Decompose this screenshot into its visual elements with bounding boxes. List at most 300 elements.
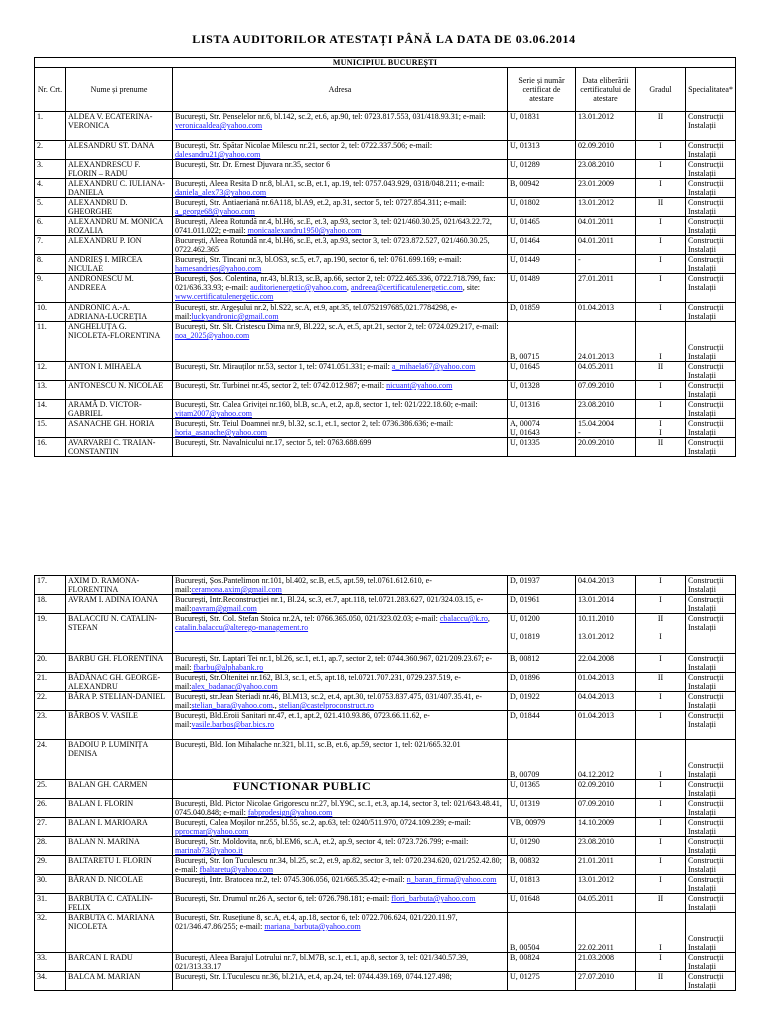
table-row — [35, 692, 736, 711]
row-number: 22. — [35, 692, 66, 711]
auditor-address: București, Str. Slt. Cristescu Dima nr.9, Bl.222, sc.A, et.5, apt.21, sector 2, tel: 0724.029.217, e-mail: noa_2025@yahoo.com — [173, 322, 508, 362]
date-value: 24.01.2013 — [578, 352, 614, 361]
email-link[interactable]: veronicaaldea@yahoo.com — [175, 121, 263, 130]
row-number: 19. — [35, 614, 66, 654]
row-number: 31. — [35, 894, 66, 913]
auditor-name: BALAN I. MARIOARA — [66, 818, 173, 837]
series-value: U, 01328 — [510, 381, 540, 390]
grade — [636, 362, 686, 381]
email-link[interactable]: catalin.balaccu@alterego-management.ro — [175, 623, 309, 632]
date-value: 22.04.2008 — [578, 654, 614, 663]
table-row — [35, 274, 736, 303]
series-value: U, 01335 — [510, 438, 540, 447]
certificate-series — [508, 856, 576, 875]
specialty: Construcții Instalații — [686, 141, 736, 160]
table-row — [35, 576, 736, 595]
row-number: 30. — [35, 875, 66, 894]
specialty: Construcții Instalații — [686, 255, 736, 274]
specialty: Construcții Instalații — [686, 740, 736, 780]
row-number: 9. — [35, 274, 66, 303]
col-header-gradul: Gradul — [636, 68, 686, 112]
series-value: U, 01200 — [510, 614, 540, 623]
certificate-series — [508, 818, 576, 837]
grade-value: I — [659, 179, 662, 188]
specialty: Construcții Instalații — [686, 400, 736, 419]
auditor-name: BĂRBOS V. VASILE — [66, 711, 173, 740]
auditor-name: BĂDĂNAC GH. GEORGE-ALEXANDRU — [66, 673, 173, 692]
certificate-series — [508, 419, 576, 438]
grade — [636, 856, 686, 875]
auditor-name: ANDRIEȘ I. MIRCEA NICULAE — [66, 255, 173, 274]
grade-value: II — [657, 972, 664, 981]
grade-value: I — [659, 943, 662, 952]
table-row — [35, 141, 736, 160]
date-value: 15.04.2004 — [578, 419, 614, 428]
grade-value: I — [659, 856, 662, 865]
specialty: Construcții Instalații — [686, 381, 736, 400]
specialty: Construcții Instalații — [686, 654, 736, 673]
grade-value: I — [659, 419, 662, 428]
email-link[interactable]: daniela_alex73@yahoo.com — [175, 188, 267, 197]
row-number: 17. — [35, 576, 66, 595]
specialty: Construcții Instalații — [686, 303, 736, 322]
auditor-name: ARAMĂ D. VICTOR-GABRIEL — [66, 400, 173, 419]
certificate-series — [508, 654, 576, 673]
grade-value: I — [659, 837, 662, 846]
auditor-address: București, Intr.Reconstrucției nr.1, Bl.24, sc.3, et.7, apt.118, tel.0721.283.627, 021/324.03.15, e-mail:oavram@gmail.com — [173, 595, 508, 614]
issue-date — [576, 362, 636, 381]
issue-date — [576, 179, 636, 198]
email-link[interactable]: fbarbu@alphabank.ro — [193, 663, 264, 672]
auditors-table-page-2 — [34, 575, 736, 991]
date-value: 02.09.2010 — [578, 141, 614, 150]
grade — [636, 322, 686, 362]
certificate-series — [508, 198, 576, 217]
date-value: 04.01.2011 — [578, 236, 614, 245]
table-row — [35, 856, 736, 875]
certificate-series — [508, 799, 576, 818]
date-value: 13.01.2012 — [578, 112, 614, 121]
issue-date — [576, 818, 636, 837]
email-link[interactable]: horia_asanache@yahoo.com — [175, 428, 267, 437]
grade-value: I — [659, 141, 662, 150]
issue-date — [576, 438, 636, 457]
series-value: U, 01275 — [510, 972, 540, 981]
issue-date — [576, 614, 636, 654]
series-value: U, 01643 — [510, 428, 540, 437]
auditor-address: București, Str. Laptari Tei nr.1, bl.26, sc.1, et.1, ap.7, sector 2, tel: 0744.360.967, 021/209.23.67; e-mail: fbarbu@alphabank.ro — [173, 654, 508, 673]
issue-date — [576, 112, 636, 141]
date-value: 20.09.2010 — [578, 438, 614, 447]
auditor-name: ANDRONESCU M. ANDREEA — [66, 274, 173, 303]
auditor-address: București, Str.Oltenitei nr.162, Bl.3, sc.1, et.5, apt.18, tel.0721.707.231, 0729.237.519, e-mail:alex_badanac@yahoo.com — [173, 673, 508, 692]
grade-value: II — [657, 438, 664, 447]
auditor-name: BARBUTA C. CATALIN-FELIX — [66, 894, 173, 913]
issue-date — [576, 274, 636, 303]
certificate-series — [508, 362, 576, 381]
table-row — [35, 303, 736, 322]
row-number: 21. — [35, 673, 66, 692]
series-value: D, 01922 — [510, 692, 540, 701]
grade — [636, 274, 686, 303]
series-value: U, 01449 — [510, 255, 540, 264]
auditor-address: București, Str. Col. Stefan Stoica nr.2A, tel: 0766.365.050, 021/323.02.03; e-mail: cbalaccu@k.ro, catalin.balaccu@alterego-management.ro — [173, 614, 508, 654]
col-header-adresa: Adresa — [173, 68, 508, 112]
auditor-address: București, Șos.Pantelimon nr.101, bl.402, sc.B, et.5, apt.59, tel.0761.612.610, e-mail:ceramona.axim@gmail.com — [173, 576, 508, 595]
certificate-series — [508, 141, 576, 160]
issue-date — [576, 141, 636, 160]
specialty: Construcții Instalații — [686, 576, 736, 595]
table-row — [35, 438, 736, 457]
auditor-address: București, Str. Turbinei nr.45, sector 2, tel: 0742.012.987; e-mail: nicuant@yahoo.com — [173, 381, 508, 400]
row-number: 33. — [35, 953, 66, 972]
grade-value: I — [659, 632, 662, 641]
date-value: 07.09.2010 — [578, 381, 614, 390]
table-row — [35, 112, 736, 141]
email-link[interactable]: andreea@certificatulenergetic.com — [350, 283, 463, 292]
email-link[interactable]: dalesandru21@yahoo.com — [175, 150, 261, 159]
email-link[interactable]: oavram@gmail.com — [191, 604, 257, 613]
issue-date — [576, 740, 636, 780]
row-number: 20. — [35, 654, 66, 673]
specialty: Construcții Instalații — [686, 217, 736, 236]
row-number: 16. — [35, 438, 66, 457]
grade-value: I — [659, 711, 662, 720]
grade — [636, 837, 686, 856]
certificate-series — [508, 837, 576, 856]
certificate-series — [508, 953, 576, 972]
issue-date — [576, 654, 636, 673]
email-link[interactable]: a_mihaela67@yahoo.com — [391, 362, 476, 371]
email-link[interactable]: auditorienergetic@yahoo.com — [250, 283, 347, 292]
grade — [636, 740, 686, 780]
series-value: U, 01290 — [510, 837, 540, 846]
date-value: 07.09.2010 — [578, 799, 614, 808]
grade-value: I — [659, 303, 662, 312]
specialty: Construcții Instalații — [686, 419, 736, 438]
col-header-serie: Serie și număr certificat de atestare — [508, 68, 576, 112]
grade-value: I — [659, 818, 662, 827]
issue-date — [576, 160, 636, 179]
table-body-page-1 — [35, 112, 736, 457]
auditor-name: BALCA M. MARIAN — [66, 972, 173, 991]
table-row — [35, 179, 736, 198]
series-value: U, 01645 — [510, 362, 540, 371]
auditor-address — [173, 780, 508, 799]
series-value: A, 00074 — [510, 419, 540, 428]
table-row — [35, 780, 736, 799]
table-row — [35, 322, 736, 362]
grade — [636, 255, 686, 274]
series-value: U, 01313 — [510, 141, 540, 150]
series-value: U, 01319 — [510, 799, 540, 808]
row-number: 11. — [35, 322, 66, 362]
series-value: U, 01819 — [510, 632, 540, 641]
specialty: Construcții Instalații — [686, 673, 736, 692]
table-row — [35, 217, 736, 236]
row-number: 27. — [35, 818, 66, 837]
auditor-address: București, Str. Penselelor nr.6, bl.142, sc.2, et.6, ap.90, tel: 0723.817.553, 031/418.93.31; e-mail: veronicaaldea@yahoo.com — [173, 112, 508, 141]
page-title: LISTA AUDITORILOR ATESTAȚI PÂNĂ LA DATA DE 03.06.2014 — [192, 32, 576, 46]
auditor-address: București, Aleea Barajul Lotrului nr.7, bl.M7B, sc.1, et.1, ap.8, sector 3, tel: 021/340.57.39, 021/313.33.17 — [173, 953, 508, 972]
table-row — [35, 400, 736, 419]
certificate-series — [508, 740, 576, 780]
certificate-series — [508, 322, 576, 362]
auditor-name: ALEXANDRESCU F. FLORIN – RADU — [66, 160, 173, 179]
grade-value: I — [659, 255, 662, 264]
grade-value: I — [659, 692, 662, 701]
grade — [636, 595, 686, 614]
grade-value: II — [657, 894, 664, 903]
issue-date — [576, 217, 636, 236]
auditor-name: BALTARETU I. FLORIN — [66, 856, 173, 875]
date-value: 13.01.2012 — [578, 198, 614, 207]
series-value: U, 01464 — [510, 236, 540, 245]
grade — [636, 381, 686, 400]
email-link[interactable]: monicaalexandru1950@yahoo.com — [247, 226, 362, 235]
date-value: 23.01.2009 — [578, 179, 614, 188]
table-row — [35, 198, 736, 217]
grade-value: II — [657, 614, 664, 623]
email-link[interactable]: fbaltaretu@yahoo.com — [199, 865, 273, 874]
email-link[interactable]: www.certificatulenergetic.com — [175, 292, 274, 301]
certificate-series — [508, 595, 576, 614]
auditor-address: București, Str. Moldovita, nr.6, bl.EM6, sc.A, et.2, ap.9, sector 4, tel: 0723.726.799; e-mail: marinab73@yahoo.it — [173, 837, 508, 856]
auditor-address: București, Aleea Rotundă nr.4, bl.H6, sc.E, et.3, ap.93, sector 3, tel: 021/460.30.25, 021/643.22.72, 0741.011.022; e-mail: monicaalexandru1950@yahoo.com — [173, 217, 508, 236]
auditor-name: BĂRA P. STELIAN-DANIEL — [66, 692, 173, 711]
auditor-name: BALACCIU N. CATALIN-STEFAN — [66, 614, 173, 654]
grade-value: II — [657, 198, 664, 207]
series-value: U, 01316 — [510, 400, 540, 409]
email-link[interactable]: hamesandries@yahoo.com — [175, 264, 262, 273]
series-value: U, 01289 — [510, 160, 540, 169]
auditor-name: AVARVAREI C. TRAIAN-CONSTANTIN — [66, 438, 173, 457]
table-row — [35, 818, 736, 837]
auditor-name: BALAN N. MARINA — [66, 837, 173, 856]
specialty: Construcții Instalații — [686, 837, 736, 856]
table-row — [35, 255, 736, 274]
col-header-specialitatea: Specialitatea* — [686, 68, 736, 112]
grade — [636, 972, 686, 991]
email-link[interactable]: vasile.barbos@bar.bics.ro — [191, 720, 275, 729]
series-value: B, 00942 — [510, 179, 540, 188]
date-value: 01.04.2013 — [578, 711, 614, 720]
table-row — [35, 711, 736, 740]
issue-date — [576, 198, 636, 217]
grade-value: I — [659, 654, 662, 663]
auditor-address: București, Șos. Colentina, nr.43, bl.R13, sc.B, ap.66, sector 2, tel: 0722.465.336, 0722.718.799, fax: 021/636.33.93; e-mail: auditorienergetic@yahoo.com, andreea@certificatulenergetic.com, site: www.certificatulenergetic.com — [173, 274, 508, 303]
specialty: Construcții Instalații — [686, 160, 736, 179]
grade — [636, 894, 686, 913]
auditor-name: ALEXANDRU C. IULIANA-DANIELA — [66, 179, 173, 198]
grade — [636, 576, 686, 595]
grade — [636, 673, 686, 692]
row-number: 32. — [35, 913, 66, 953]
email-link[interactable]: pprocmar@yahoo.com — [175, 827, 249, 836]
issue-date — [576, 255, 636, 274]
auditor-name: ANTON I. MIHAELA — [66, 362, 173, 381]
grade-value: I — [659, 236, 662, 245]
specialty: Construcții Instalații — [686, 179, 736, 198]
email-link[interactable]: marinab73@yahoo.it — [175, 846, 243, 855]
email-link[interactable]: n_baran_firma@yahoo.com — [406, 875, 497, 884]
auditor-name: AVRAM I. ADINA IOANA — [66, 595, 173, 614]
grade-value: I — [659, 160, 662, 169]
issue-date — [576, 837, 636, 856]
issue-date — [576, 381, 636, 400]
auditor-address: București, Str. Rusețiune 8, sc.A, et.4, ap.18, sector 6, tel: 0722.706.624, 021/220.11.97, 021/346.47.86/255; e-mail: mariana_barbuta@yahoo.com — [173, 913, 508, 953]
row-number: 34. — [35, 972, 66, 991]
certificate-series — [508, 303, 576, 322]
certificate-series — [508, 179, 576, 198]
row-number: 28. — [35, 837, 66, 856]
issue-date — [576, 322, 636, 362]
specialty: Construcții Instalații — [686, 953, 736, 972]
table-row — [35, 875, 736, 894]
series-value: U, 01648 — [510, 894, 540, 903]
issue-date — [576, 799, 636, 818]
email-link[interactable]: luckyandronic@gmail.com — [191, 312, 279, 321]
row-number: 14. — [35, 400, 66, 419]
email-link[interactable]: ceramona.axim@gmail.com — [191, 585, 282, 594]
specialty: Construcții Instalații — [686, 818, 736, 837]
specialty: Construcții Instalații — [686, 799, 736, 818]
auditor-address: București, Str. Spătar Nicolae Milescu nr.21, sector 2, tel: 0722.337.506; e-mail: dalesandru21@yahoo.com — [173, 141, 508, 160]
specialty: Construcții Instalații — [686, 614, 736, 654]
issue-date — [576, 913, 636, 953]
email-link[interactable]: cbalaccu@k.ro — [439, 614, 488, 623]
auditor-address: București, Str. Navalnicului nr.17, sector 5, tel: 0763.688.699 — [173, 438, 508, 457]
auditor-name: BARCAN I. RADU — [66, 953, 173, 972]
email-link[interactable]: vitam2007@yahoo.com — [175, 409, 252, 418]
col-header-nr: Nr. Crt. — [35, 68, 66, 112]
series-value: B, 00504 — [510, 943, 540, 952]
auditor-address: București, Calea Moșilor nr.255, bl.55, sc.2, ap.63, tel: 0240/511.970, 0724.109.239; e-mail: pprocmar@yahoo.com — [173, 818, 508, 837]
auditors-table-page-1 — [34, 57, 736, 457]
auditor-name: BĂRAN D. NICOLAE — [66, 875, 173, 894]
auditor-name: ALDEA V. ECATERINA-VERONICA — [66, 112, 173, 141]
grade-value: I — [659, 381, 662, 390]
date-value: 23.08.2010 — [578, 837, 614, 846]
series-value: U, 01813 — [510, 875, 540, 884]
email-link[interactable]: nicuant@yahoo.com — [386, 381, 453, 390]
grade — [636, 818, 686, 837]
issue-date — [576, 780, 636, 799]
auditor-name: ANTONESCU N. NICOLAE — [66, 381, 173, 400]
email-link[interactable]: fabprodesign@yahoo.com — [247, 808, 333, 817]
email-link[interactable]: a_george68@yahoo.com — [175, 207, 255, 216]
grade — [636, 179, 686, 198]
auditor-name: BARBUTA C. MARIANA NICOLETA — [66, 913, 173, 953]
table-row — [35, 160, 736, 179]
grade-value: I — [659, 770, 662, 779]
email-link[interactable]: noa_2025@yahoo.com — [175, 331, 250, 340]
table-row — [35, 614, 736, 654]
certificate-series — [508, 438, 576, 457]
table-body-page-2 — [35, 576, 736, 991]
date-value: - — [578, 428, 581, 437]
series-value: U, 01365 — [510, 780, 540, 789]
specialty: Construcții Instalații — [686, 972, 736, 991]
auditor-name: AXIM D. RAMONA-FLORENTINA — [66, 576, 173, 595]
email-link[interactable]: alex_badanac@yahoo.com — [191, 682, 278, 691]
issue-date — [576, 303, 636, 322]
grade — [636, 614, 686, 654]
issue-date — [576, 595, 636, 614]
email-link[interactable]: stelian_bara@yahoo.com — [191, 701, 273, 710]
table-row — [35, 673, 736, 692]
issue-date — [576, 856, 636, 875]
series-value: U, 01831 — [510, 112, 540, 121]
certificate-series — [508, 217, 576, 236]
issue-date — [576, 673, 636, 692]
series-value: D, 01961 — [510, 595, 540, 604]
grade-value: II — [657, 673, 664, 682]
grade — [636, 692, 686, 711]
certificate-series — [508, 576, 576, 595]
functionar-public-label: FUNCTIONAR PUBLIC — [233, 779, 372, 793]
series-value: B, 00709 — [510, 770, 540, 779]
auditor-address: București, Bld.Eroii Sanitari nr.47, et.1, apt.2, 021.410.93.86, 0723.66.11.62, e-mail:vasile.barbos@bar.bics.ro — [173, 711, 508, 740]
auditor-address: București, Intr. Bratocea nr.2, tel: 0745.306.056, 021/665.35.42; e-mail: n_baran_firma@yahoo.com — [173, 875, 508, 894]
grade — [636, 438, 686, 457]
auditor-name: ANDRONIC A.-A. ADRIANA-LUCREȚIA — [66, 303, 173, 322]
table-row — [35, 419, 736, 438]
page-break — [0, 500, 768, 574]
grade — [636, 141, 686, 160]
auditor-address: București, Str. Antiaeriană nr.6A118, bl.A9, et.2, ap.31, sector 5, tel: 0727.854.311; e-mail: a_george68@yahoo.com — [173, 198, 508, 217]
row-number: 12. — [35, 362, 66, 381]
row-number: 26. — [35, 799, 66, 818]
grade-value: I — [659, 576, 662, 585]
certificate-series — [508, 236, 576, 255]
series-value: B, 00832 — [510, 856, 540, 865]
table-row — [35, 595, 736, 614]
auditor-address: București, Str. Drumul nr.26 A, sector 6, tel: 0726.798.181; e-mail: flori_barbuta@yahoo.com — [173, 894, 508, 913]
email-link[interactable]: mariana_barbuta@yahoo.com — [264, 922, 361, 931]
certificate-series — [508, 875, 576, 894]
series-value: B, 00715 — [510, 352, 540, 361]
specialty: Construcții Instalații — [686, 875, 736, 894]
auditor-address: București, Str. Teiul Doamnei nr.9, bl.32, sc.1, et.1, sector 2, tel: 0736.386.636; e-mail: horia_asanache@yahoo.com — [173, 419, 508, 438]
grade-value: I — [659, 953, 662, 962]
specialty: Construcții Instalații — [686, 112, 736, 141]
auditor-name: ANGHELUȚA G. NICOLETA-FLORENTINA — [66, 322, 173, 362]
grade — [636, 112, 686, 141]
email-link[interactable]: stelian@castelproconstruct.ro — [278, 701, 374, 710]
date-value: 23.08.2010 — [578, 400, 614, 409]
certificate-series — [508, 711, 576, 740]
grade — [636, 875, 686, 894]
grade — [636, 236, 686, 255]
row-number: 29. — [35, 856, 66, 875]
date-value: 14.10.2009 — [578, 818, 614, 827]
grade — [636, 913, 686, 953]
auditor-address: București, Str. Mirauților nr.53, sector 1, tel: 0741.051.331; e-mail: a_mihaela67@yahoo.com — [173, 362, 508, 381]
auditor-name: ALEXANDRU M. MONICA ROZALIA — [66, 217, 173, 236]
email-link[interactable]: flori_barbuta@yahoo.com — [391, 894, 476, 903]
table-row — [35, 740, 736, 780]
specialty: Construcții Instalații — [686, 198, 736, 217]
certificate-series — [508, 274, 576, 303]
grade-value: I — [659, 274, 662, 283]
certificate-series — [508, 400, 576, 419]
grade-value: I — [659, 400, 662, 409]
date-value: 22.02.2011 — [578, 943, 614, 952]
auditor-address: București, Str. Ion Tuculescu nr.34, bl.25, sc.2, et.9, ap.82, sector 3, tel: 0720.234.620, 021/252.42.80; e-mail: fbaltaretu@yahoo.com — [173, 856, 508, 875]
row-number: 25. — [35, 780, 66, 799]
certificate-series — [508, 614, 576, 654]
